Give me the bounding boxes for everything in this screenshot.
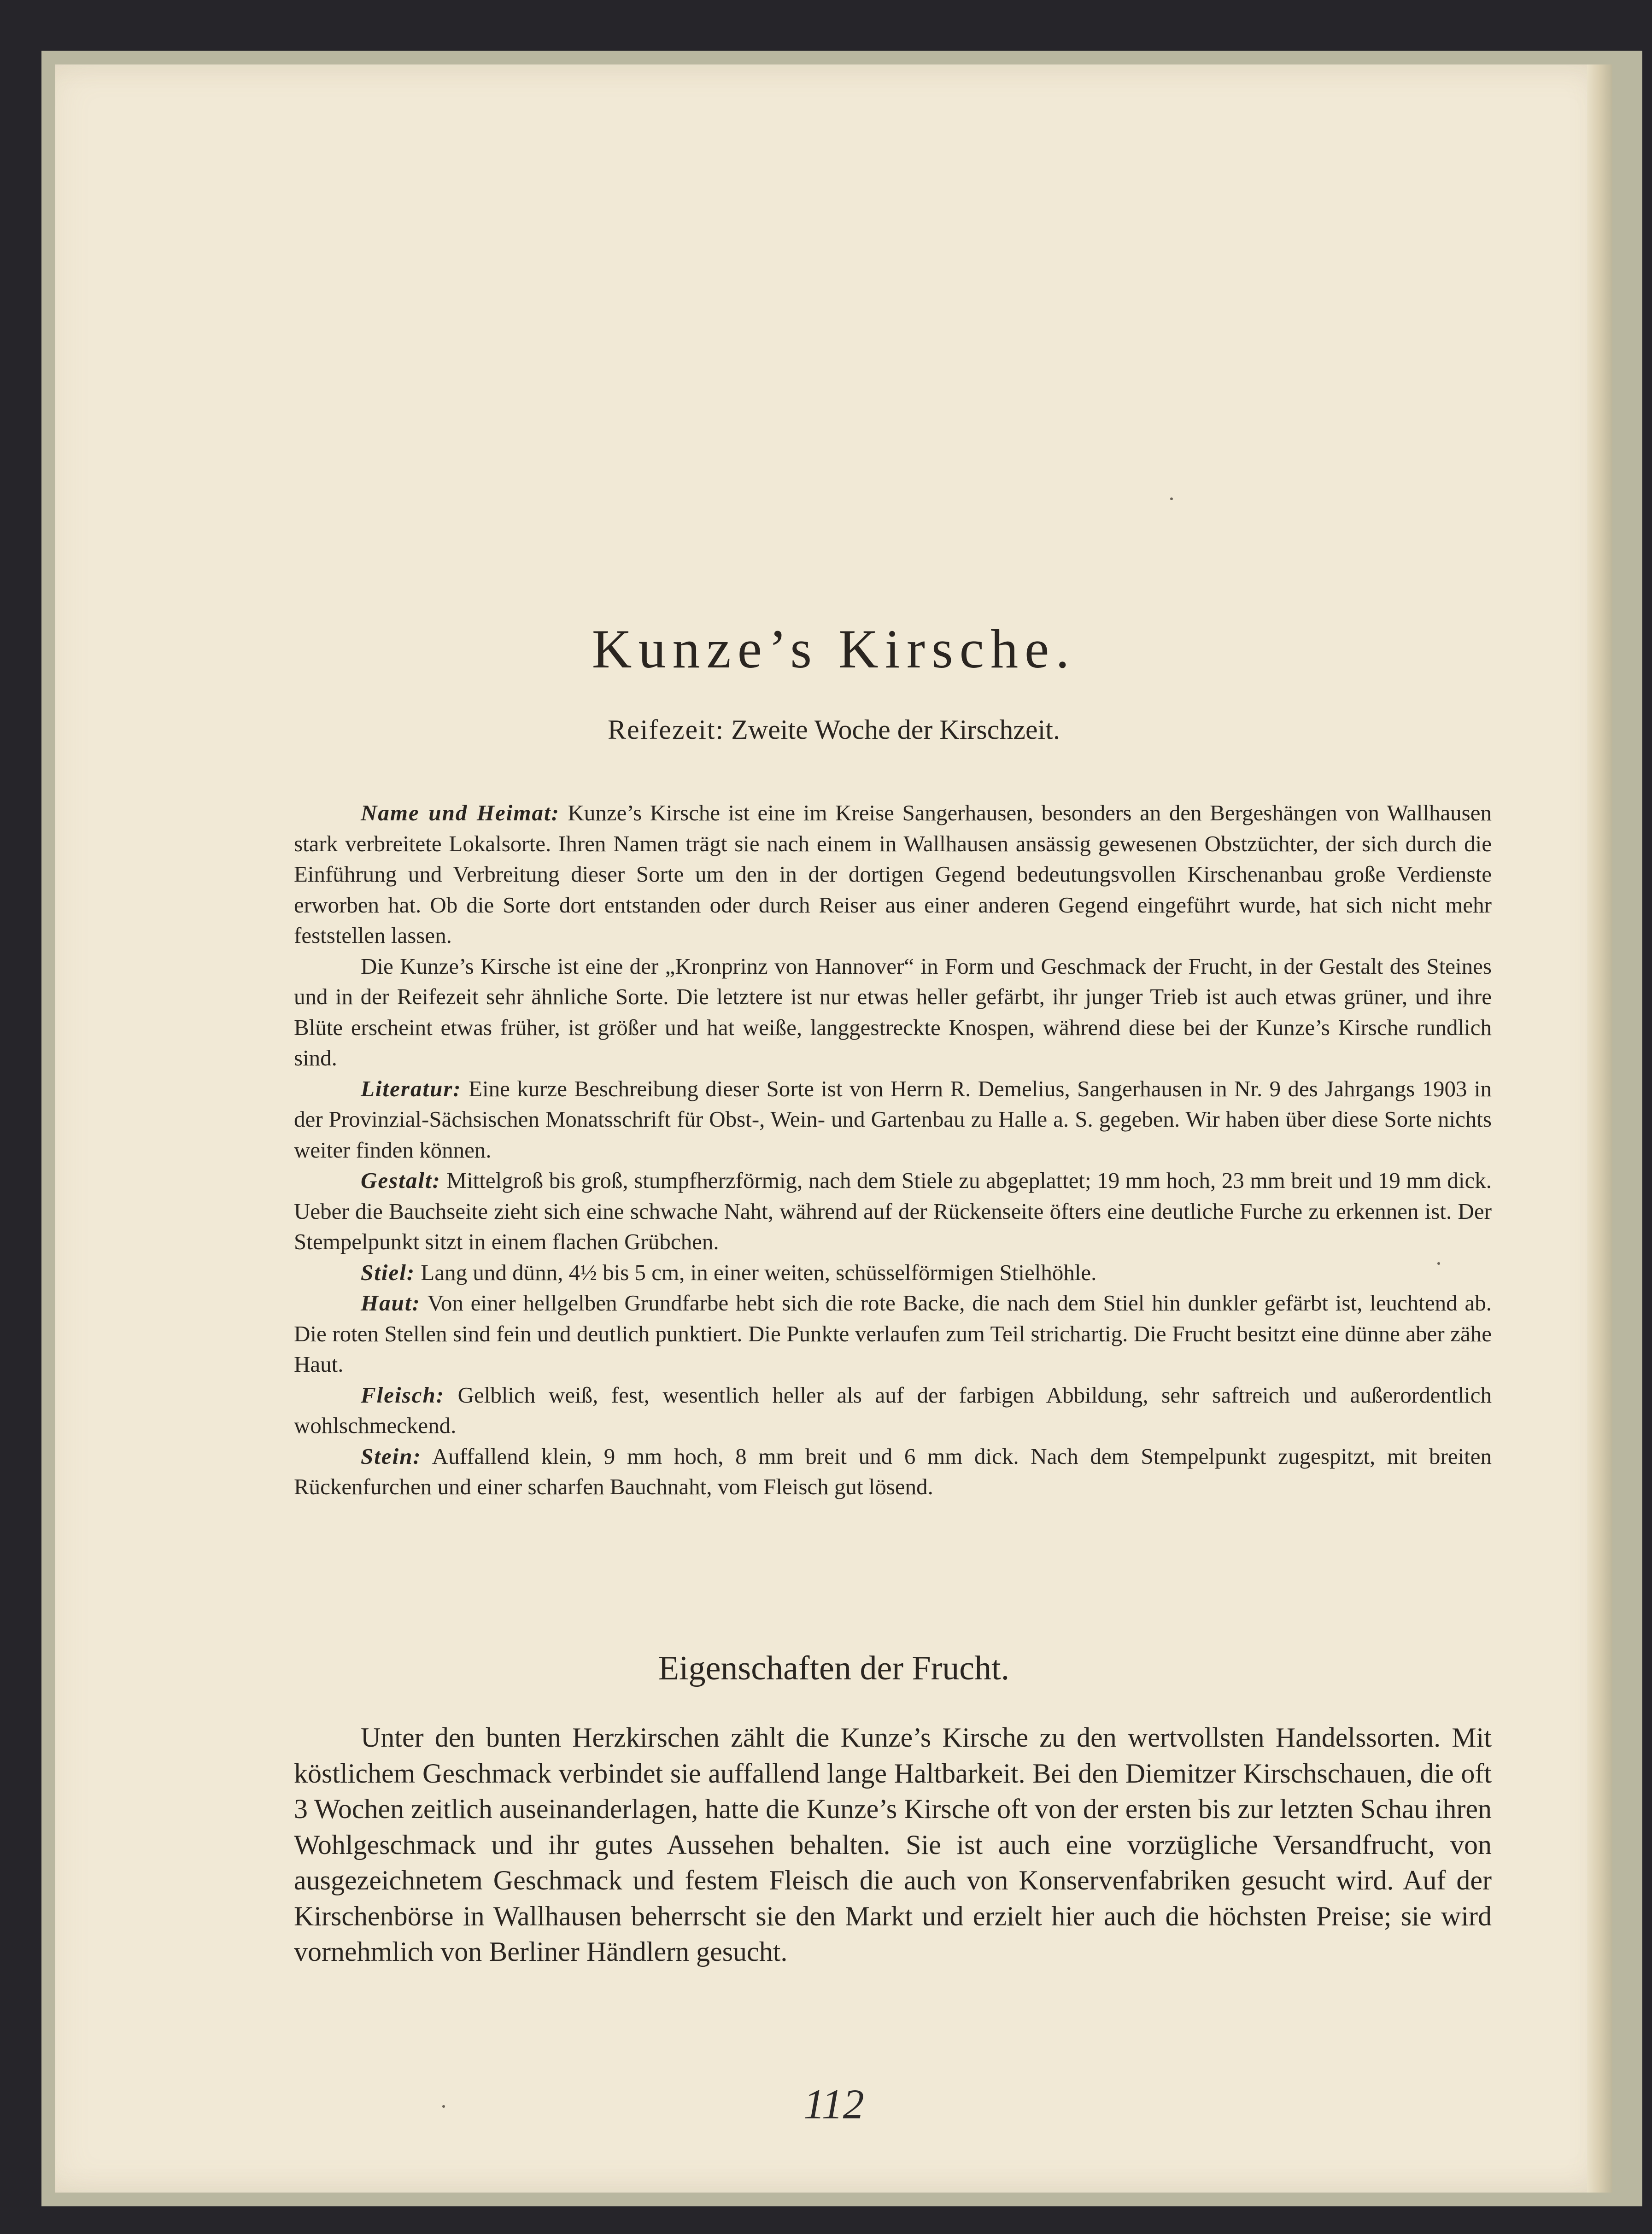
section-stone xyxy=(294,1441,1492,1503)
book-page xyxy=(55,64,1612,2193)
paper-speck xyxy=(1170,497,1173,500)
description-body xyxy=(294,798,1492,1503)
ripening-time-value: Zweite Woche der Kirschzeit. xyxy=(731,714,1060,745)
section-text: Mittelgroß bis groß, stumpfherzförmig, nach dem Stiele zu abgeplattet; 19 mm hoch, 23 mm breit und 19 mm dick. Ueber die Bauchseite zieht sich eine schwache Naht, während auf der Rückenseite öfters eine deutliche Furche zu erkennen ist. Der Stempelpunkt sitzt in einem flachen Grübchen. xyxy=(294,1168,1492,1254)
section-label: Fleisch: xyxy=(361,1382,445,1408)
fruit-properties-heading: Eigenschaften der Frucht. xyxy=(658,1649,1010,1687)
section-text: Lang und dünn, 4½ bis 5 cm, in einer weiten, schüsselförmigen Stielhöhle. xyxy=(421,1259,1097,1285)
section-label: Stiel: xyxy=(361,1259,416,1285)
page-number: 112 xyxy=(803,2081,864,2128)
section-text: Kunze’s Kirsche ist eine im Kreise Sangerhausen, besonders an den Bergeshängen von Wallhausen stark verbreitete Lokalsorte. Ihren Namen trägt sie nach einem in Wallhausen ansässig gewesenen Obstzüchter, der sich durch die Einführung und Verbreitung dieser Sorte um den in der dortigen Gegend bedeutungsvollen Kirschenanbau große Verdienste erworben hat. Ob die Sorte dort entstanden oder durch Reiser aus einer anderen Gegend eingeführt wurde, hat sich nicht mehr feststellen lassen. xyxy=(294,800,1492,948)
fruit-properties-paragraph: Unter den bunten Herzkirschen zählt die Kunze’s Kirsche zu den wertvollsten Handelssorten. Mit köstlichem Geschmack verbindet sie auffallend lange Haltbarkeit. Bei den Diemitzer Kirschschauen, die oft 3 Wochen zeitlich auseinanderlagen, hatte die Kunze’s Kirsche oft von der ersten bis zur letzten Schau ihren Wohlgeschmack und ihr gutes Aussehen behalten. Sie ist auch eine vorzügliche Versandfrucht, von ausgezeichnetem Geschmack und festem Fleisch die auch von Konservenfabriken gesucht wird. Auf der Kirschenbörse in Wallhausen beherrscht sie den Markt und erzielt hier auch die höchsten Preise; sie wird vornehmlich von Berliner Händlern gesucht. xyxy=(294,1722,1492,1967)
fruit-properties-body xyxy=(294,1720,1492,1970)
section-shape xyxy=(294,1165,1492,1257)
ripening-time-label: Reifezeit: xyxy=(608,714,725,745)
section-name-origin xyxy=(294,798,1492,951)
section-text: Gelblich weiß, fest, wesentlich heller als auf der farbigen Abbildung, sehr saftreich und außerordentlich wohlschmeckend. xyxy=(294,1382,1492,1438)
section-comparison xyxy=(294,951,1492,1074)
section-stem xyxy=(294,1257,1492,1288)
section-label: Haut: xyxy=(361,1290,421,1316)
section-literature xyxy=(294,1074,1492,1166)
section-label: Stein: xyxy=(361,1443,422,1469)
section-label: Name und Heimat: xyxy=(361,800,560,825)
section-flesh xyxy=(294,1380,1492,1441)
section-label: Gestalt: xyxy=(361,1168,441,1193)
section-text: Eine kurze Beschreibung dieser Sorte ist von Herrn R. Demelius, Sangerhausen in Nr. 9 des Jahrgangs 1903 in der Provinzial-Sächsischen Monatsschrift für Obst-, Wein- und Gartenbau zu Halle a. S. gegeben. Wir haben über diese Sorte nichts weiter finden können. xyxy=(294,1076,1492,1163)
section-skin xyxy=(294,1288,1492,1380)
ripening-time xyxy=(55,714,1612,746)
paper-speck xyxy=(1437,1262,1440,1265)
section-text: Die Kunze’s Kirsche ist eine der „Kronprinz von Hannover“ in Form und Geschmack der Frucht, in der Gestalt des Steines und in der Reifezeit sehr ähnliche Sorte. Die letztere ist nur etwas heller gefärbt, ihr junger Trieb ist auch etwas grüner, und ihre Blüte erscheint etwas früher, ist größer und hat weiße, langgestreckte Knospen, während diese bei der Kunze’s Kirsche rundlich sind. xyxy=(294,953,1492,1070)
section-text: Auffallend klein, 9 mm hoch, 8 mm breit und 6 mm dick. Nach dem Stempelpunkt zugespitzt, mit breiten Rückenfurchen und einer scharfen Bauchnaht, vom Fleisch gut lösend. xyxy=(294,1443,1492,1499)
page-spine-edge xyxy=(1587,64,1612,2193)
page-title: Kunze’s Kirsche. xyxy=(592,618,1076,679)
paper-speck xyxy=(442,2105,445,2108)
section-text: Von einer hellgelben Grundfarbe hebt sich die rote Backe, die nach dem Stiel hin dunkler gefärbt ist, leuchtend ab. Die roten Stellen sind fein und deutlich punktiert. Die Punkte verlaufen zum Teil strichartig. Die Frucht besitzt eine dünne aber zähe Haut. xyxy=(294,1290,1492,1377)
section-label: Literatur: xyxy=(361,1076,462,1101)
